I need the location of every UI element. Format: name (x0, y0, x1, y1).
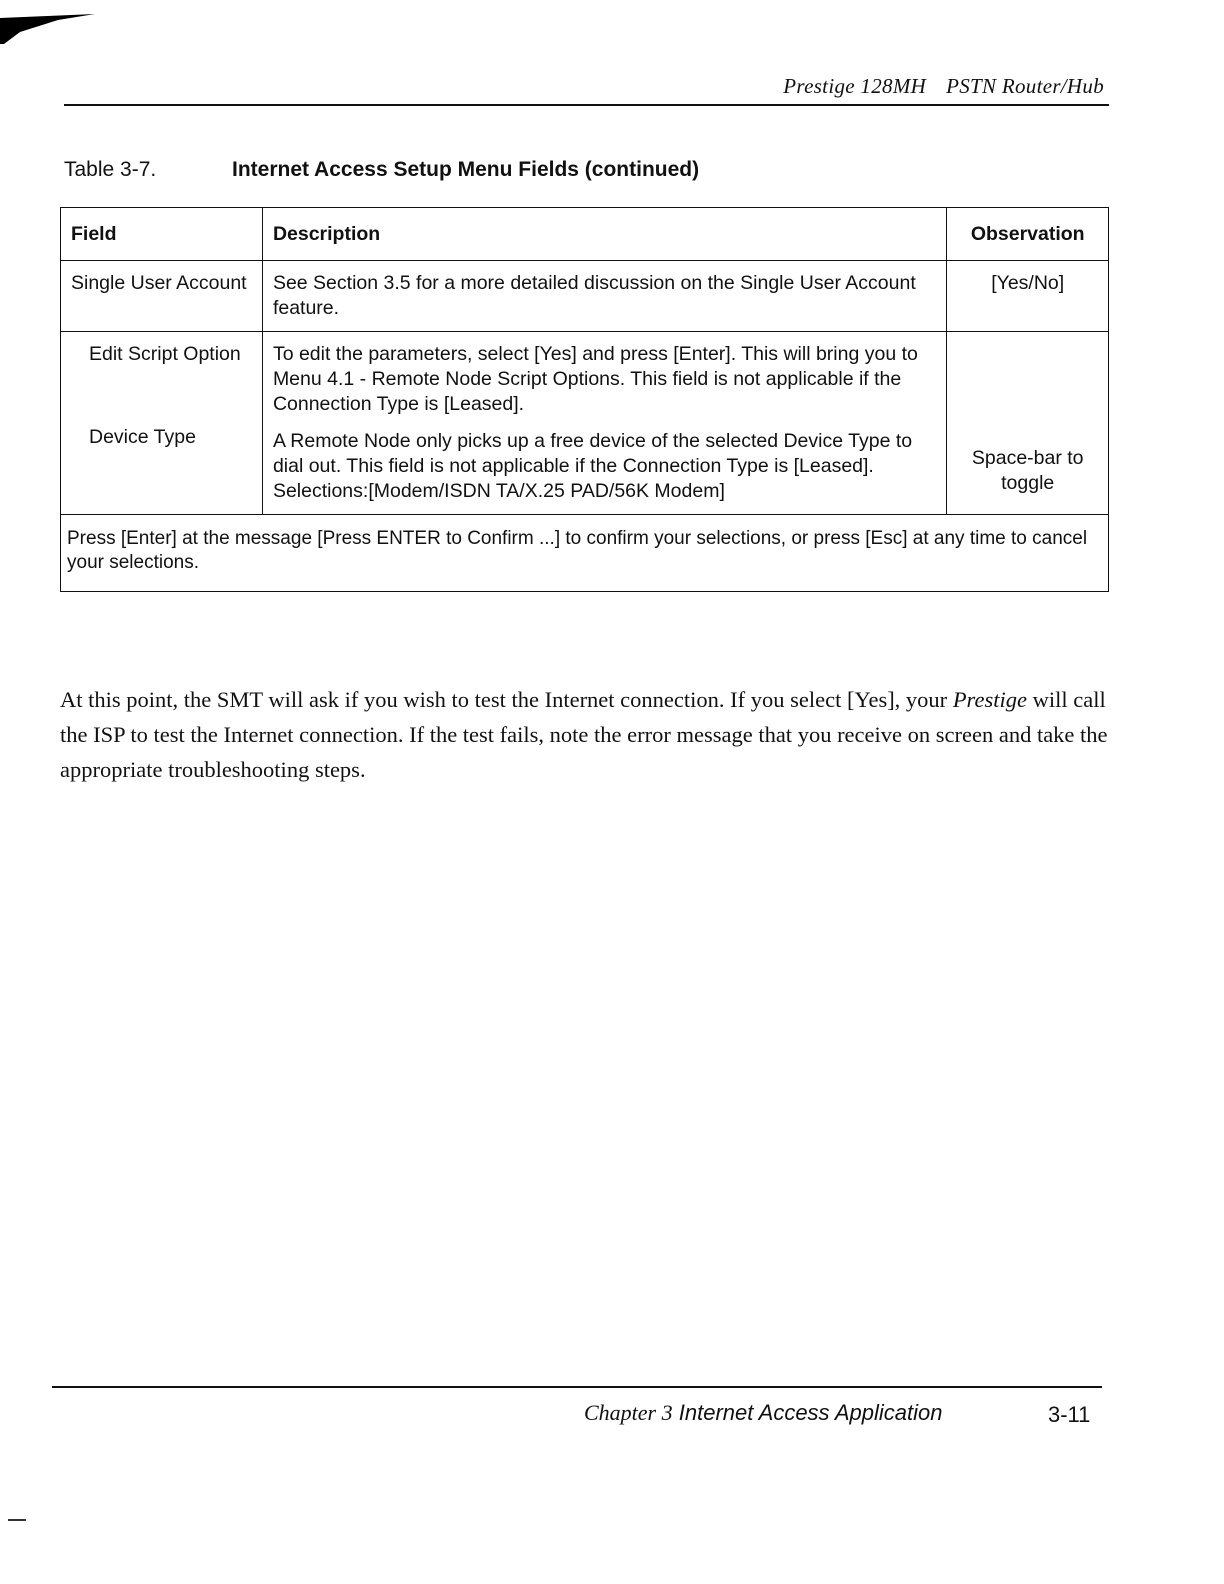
observation-cell: Space-bar to toggle (947, 331, 1109, 514)
fields-table (60, 207, 1109, 592)
header-product: Prestige 128MH (783, 74, 927, 98)
field-device-type: Device Type (89, 425, 196, 448)
paragraph-text-end: will call the ISP to test the Internet connection. If the test fails, note the error message that you receive on screen and take the appropriate troubleshooting steps. (60, 687, 1108, 782)
running-header (783, 74, 1104, 99)
footer-chapter (584, 1400, 942, 1426)
footer-chapter-title: Internet Access Application (678, 1400, 943, 1425)
paragraph-product-emphasis: Prestige (952, 687, 1027, 712)
table-header-row (61, 208, 1109, 261)
body-paragraph (60, 682, 1110, 787)
table-note: Press [Enter] at the message [Press ENTER to Confirm ...] to confirm your selections, or press [Esc] at any time to cancel your selections. (61, 514, 1109, 592)
footer-rule (52, 1386, 1102, 1388)
description-edit-script-option: To edit the parameters, select [Yes] and press [Enter]. This will bring you to Menu 4.1 - Remote Node Script Options. This field is not applicable if the Connection Type is [Leased]. (272, 342, 918, 415)
table-note-row (61, 514, 1109, 592)
description-device-type: A Remote Node only picks up a free device of the selected Device Type to dial out. This field is not applicable if the Connection Type is [Leased]. Selections:[Modem/ISDN TA/X.25 PAD/56K Modem] (272, 429, 913, 502)
description-cell: See Section 3.5 for a more detailed discussion on the Single User Account feature. (262, 261, 946, 332)
footer-chapter-word: Chapter 3 (584, 1400, 673, 1425)
field-cell-group (61, 331, 263, 514)
paragraph-text-start: At this point, the SMT will ask if you wish to test the Internet connection. If you select [Yes], your (60, 687, 953, 712)
header-product-type: PSTN Router/Hub (946, 74, 1104, 98)
table-number: Table 3-7. (64, 158, 157, 181)
observation-cell: [Yes/No] (947, 261, 1109, 332)
scan-artifact-mark (8, 1519, 26, 1521)
table-caption (64, 158, 1109, 182)
header-rule (64, 104, 1109, 106)
field-cell: Single User Account (61, 261, 263, 332)
description-cell-group (262, 331, 946, 514)
column-header-observation: Observation (947, 208, 1109, 261)
table-row (61, 331, 1109, 514)
column-header-field: Field (61, 208, 263, 261)
column-header-description: Description (262, 208, 946, 261)
table-row (61, 261, 1109, 332)
scan-corner-mark (0, 10, 95, 46)
table-title: Internet Access Setup Menu Fields (continued) (232, 158, 700, 181)
field-edit-script-option: Edit Script Option (89, 342, 241, 365)
page-number: 3-11 (1048, 1402, 1091, 1427)
